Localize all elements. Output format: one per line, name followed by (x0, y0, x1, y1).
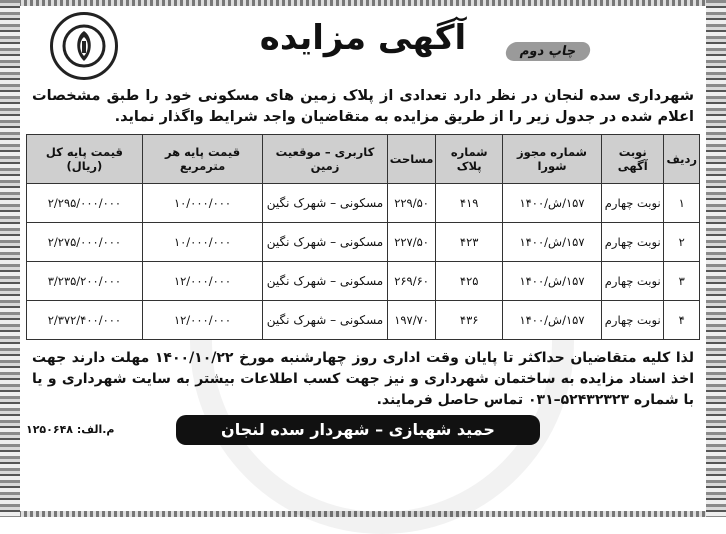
decorative-border-top (0, 0, 726, 6)
cell-area: ۲۶۹/۶۰ (387, 262, 436, 301)
cell-total-price: ۲/۲۷۵/۰۰۰/۰۰۰ (27, 223, 143, 262)
col-council-permit: شماره مجوز شورا (503, 135, 602, 184)
col-land-use: کاربری – موقعیت زمین (263, 135, 388, 184)
cell-row-number: ۲ (664, 223, 700, 262)
cell-row-number: ۳ (664, 262, 700, 301)
cell-council-permit: ۱۵۷/ش/۱۴۰۰ (503, 301, 602, 340)
table-header-row (27, 135, 700, 184)
cell-total-price: ۲/۳۷۲/۴۰۰/۰۰۰ (27, 301, 143, 340)
cell-land-use: مسکونی – شهرک نگین (263, 223, 388, 262)
notice-title: آگهی مزایده (259, 18, 467, 58)
cell-land-use: مسکونی – شهرک نگین (263, 184, 388, 223)
cell-area: ۲۲۹/۵۰ (387, 184, 436, 223)
cell-plot-number: ۴۳۶ (436, 301, 503, 340)
cell-price-per-sqm: ۱۲/۰۰۰/۰۰۰ (142, 301, 262, 340)
cell-row-number: ۱ (664, 184, 700, 223)
cell-price-per-sqm: ۱۲/۰۰۰/۰۰۰ (142, 262, 262, 301)
cell-plot-number: ۴۲۳ (436, 223, 503, 262)
cell-area: ۱۹۷/۷۰ (387, 301, 436, 340)
reference-number: م.الف: ۱۲۵۰۶۴۸ (26, 423, 115, 436)
col-notice-round: نوبت آگهی (601, 135, 663, 184)
cell-price-per-sqm: ۱۰/۰۰۰/۰۰۰ (142, 184, 262, 223)
table-row (27, 262, 700, 301)
signature-row (26, 415, 700, 449)
cell-price-per-sqm: ۱۰/۰۰۰/۰۰۰ (142, 223, 262, 262)
cell-plot-number: ۴۲۵ (436, 262, 503, 301)
notice-content (26, 8, 700, 509)
municipality-emblem-icon (50, 12, 118, 80)
deadline-paragraph: لذا کلیه متقاضیان حداکثر تا پایان وقت اداری روز چهارشنبه مورخ ۱۴۰۰/۱۰/۲۲ مهلت دارند جهت اخذ اسناد مزایده به ساختمان شهرداری و نیز جهت کسب اطلاعات بیشتر به سایت شهرداری و یا با شماره ۵۲۴۳۲۳۲۳–۰۳۱ تماس حاصل فرمایند. (32, 350, 694, 408)
cell-council-permit: ۱۵۷/ش/۱۴۰۰ (503, 184, 602, 223)
print-badge: چاپ دوم (504, 42, 591, 61)
col-plot-number: شماره پلاک (436, 135, 503, 184)
cell-council-permit: ۱۵۷/ش/۱۴۰۰ (503, 262, 602, 301)
cell-council-permit: ۱۵۷/ش/۱۴۰۰ (503, 223, 602, 262)
cell-land-use: مسکونی – شهرک نگین (263, 301, 388, 340)
decorative-border-left (0, 0, 20, 517)
cell-land-use: مسکونی – شهرک نگین (263, 262, 388, 301)
cell-notice-round: نوبت چهارم (601, 262, 663, 301)
notice-header (26, 8, 700, 84)
cell-area: ۲۲۷/۵۰ (387, 223, 436, 262)
cell-plot-number: ۴۱۹ (436, 184, 503, 223)
decorative-border-right (706, 0, 726, 517)
intro-paragraph: شهرداری سده لنجان در نظر دارد تعدادی از پلاک زمین های مسکونی خود را طبق مشخصات اعلام شده در جدول زیر را از طریق مزایده به متقاضیان واجد شرایط واگذار نماید. (32, 88, 694, 125)
cell-notice-round: نوبت چهارم (601, 301, 663, 340)
col-row-number: ردیف (664, 135, 700, 184)
col-total-price: قیمت پایه کل (ریال) (27, 135, 143, 184)
cell-total-price: ۲/۲۹۵/۰۰۰/۰۰۰ (27, 184, 143, 223)
decorative-border-bottom (0, 511, 726, 517)
col-price-per-sqm: قیمت پایه هر مترمربع (142, 135, 262, 184)
col-area: مساحت (387, 135, 436, 184)
auction-table (26, 134, 700, 340)
table-row (27, 301, 700, 340)
cell-row-number: ۴ (664, 301, 700, 340)
table-row (27, 184, 700, 223)
cell-total-price: ۳/۲۳۵/۲۰۰/۰۰۰ (27, 262, 143, 301)
cell-notice-round: نوبت چهارم (601, 223, 663, 262)
cell-notice-round: نوبت چهارم (601, 184, 663, 223)
signer-banner: حمید شهبازی – شهردار سده لنجان (176, 415, 540, 445)
table-row (27, 223, 700, 262)
